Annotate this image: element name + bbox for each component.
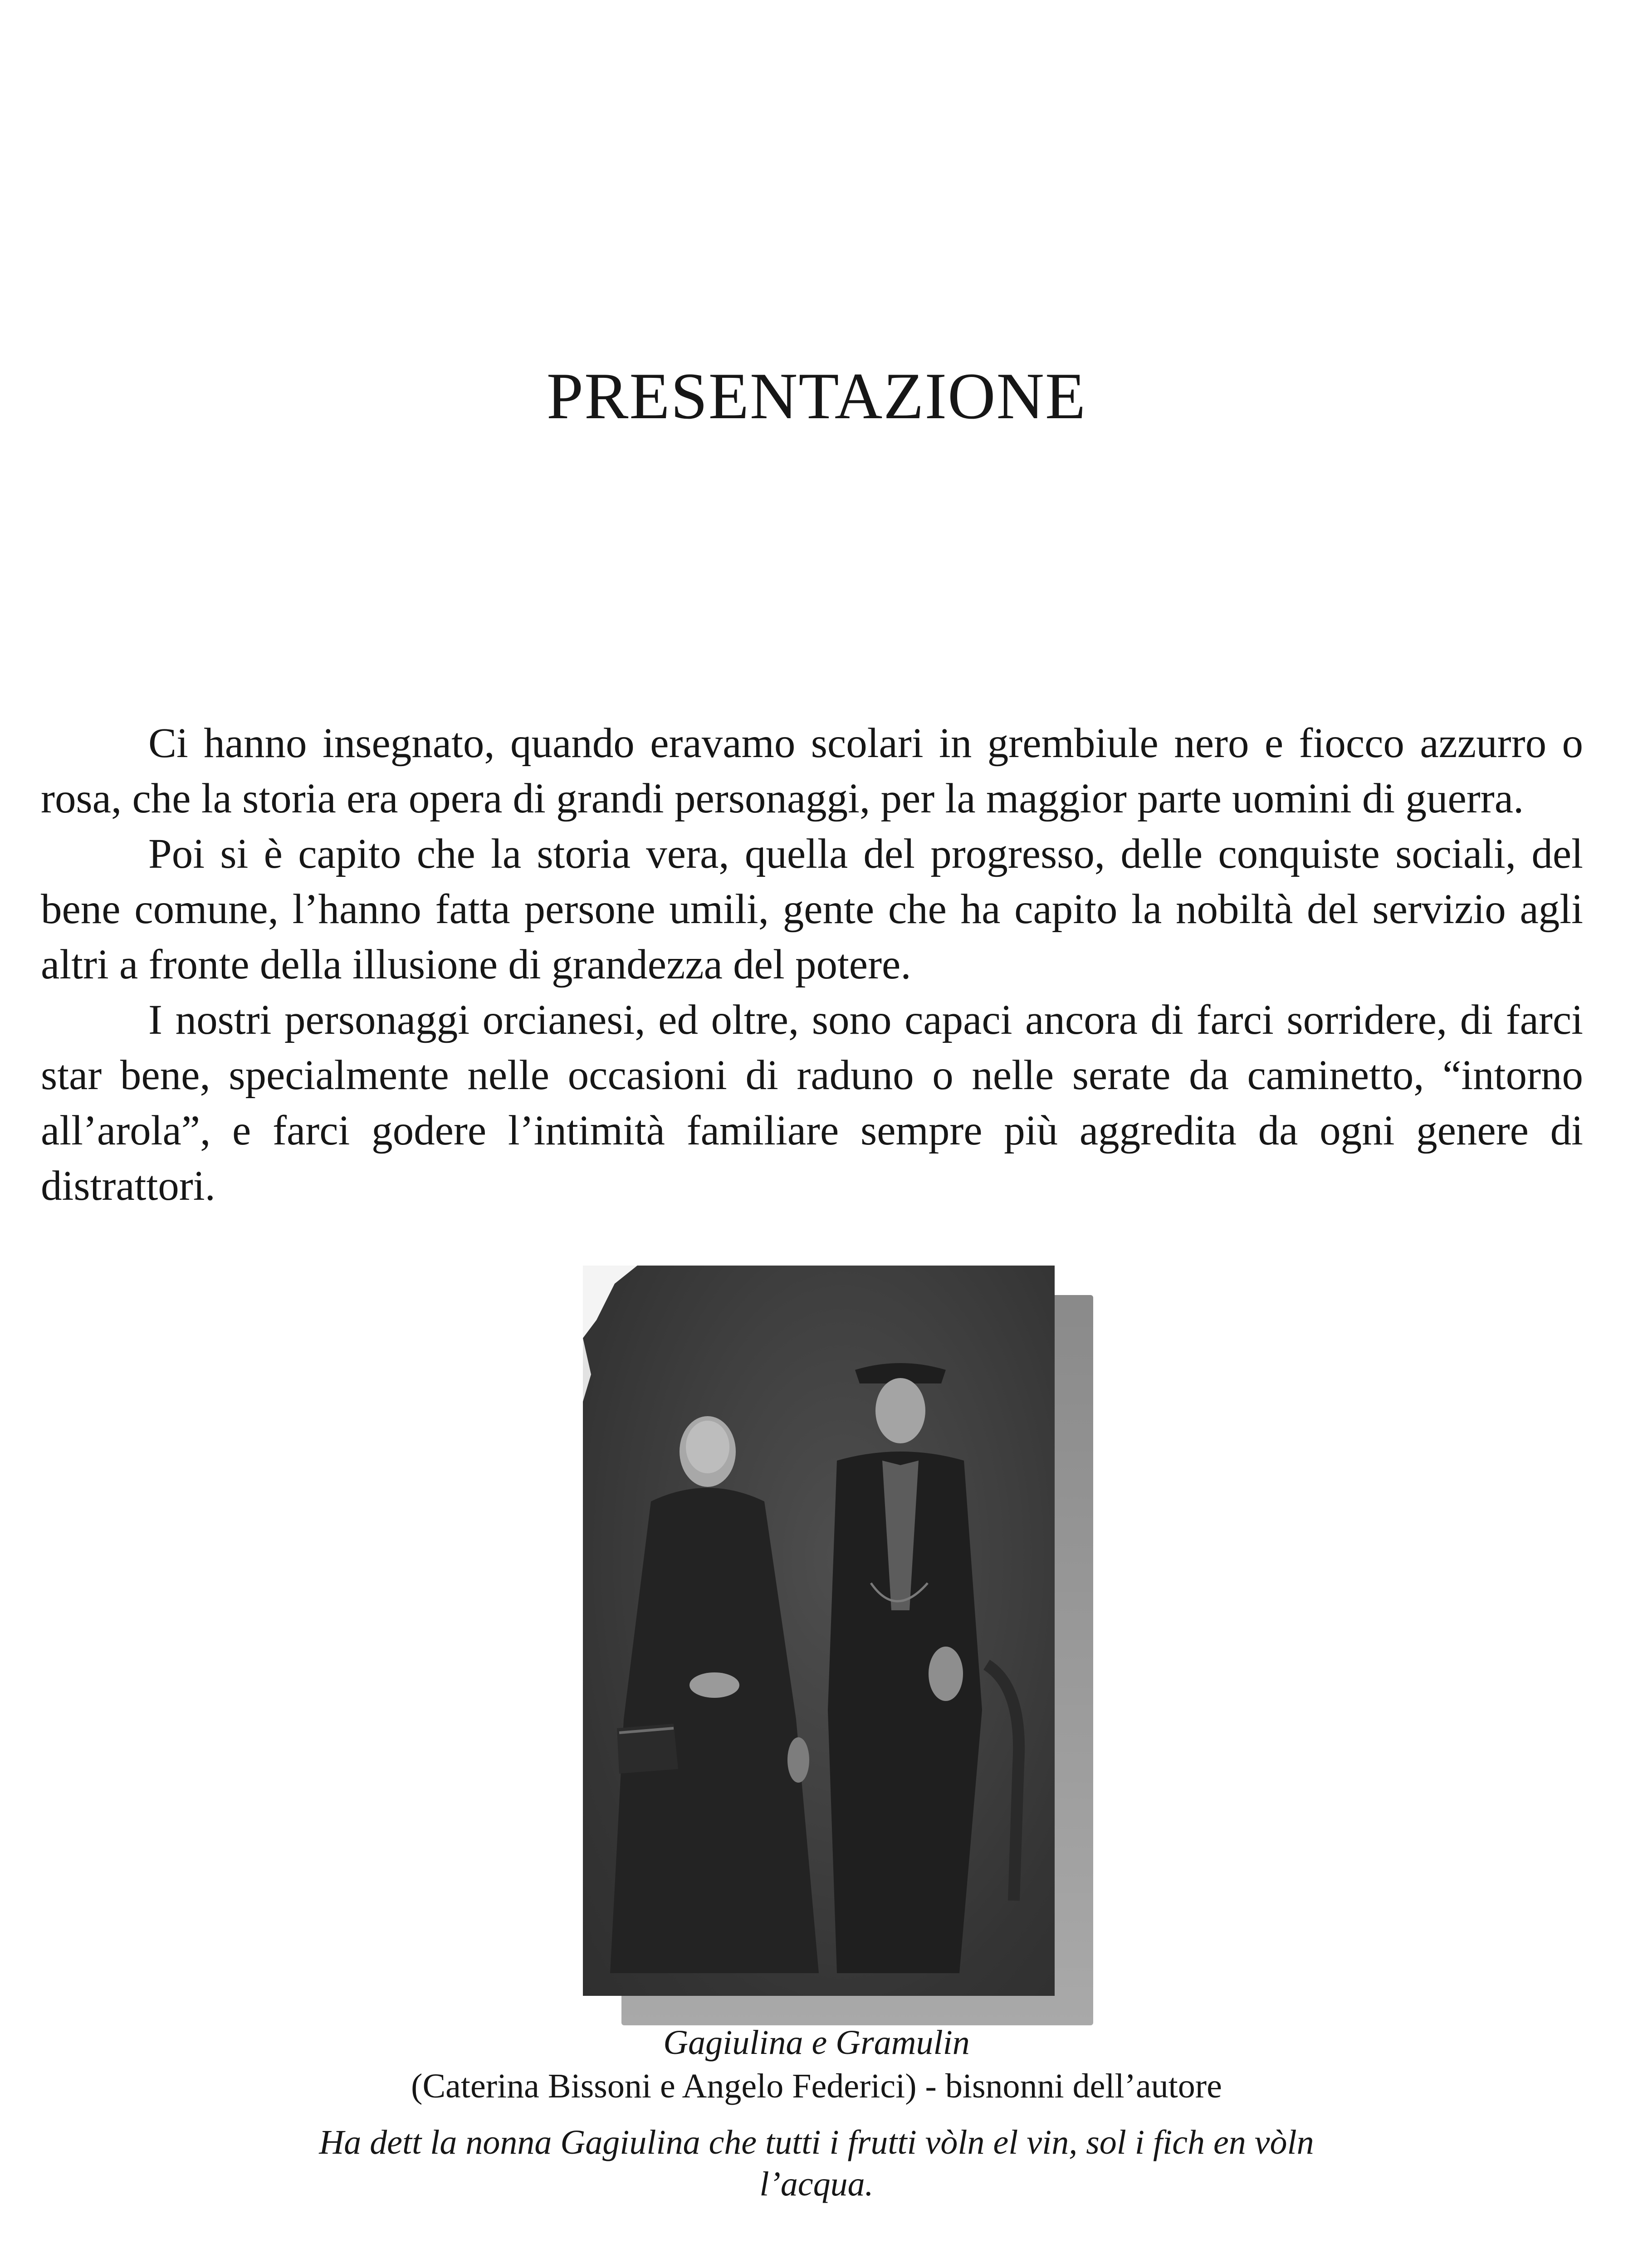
paragraph-3: I nostri personaggi orcianesi, ed oltre, sono capaci ancora di farci sorridere, di farci star bene, specialmente nelle occasioni di raduno o nelle serate da caminetto, “intorno all’arola”, e farci godere l’intimità familiare sempre più aggredita da ogni genere di distrattori.	[41, 997, 1583, 1209]
paragraph-1: Ci hanno insegnato, quando eravamo scolari in grembiule nero e fiocco azzurro o rosa, che la storia era opera di grandi personaggi, per la maggior parte uomini di guerra.	[41, 720, 1583, 822]
page-title: PRESENTAZIONE	[546, 359, 1087, 433]
body-text	[41, 716, 1583, 1214]
caption-quote: Ha dett la nonna Gagiulina che tutti i frutti vòln el vin, sol i fich en vòln l’acqua.	[319, 2123, 1314, 2203]
caption-names: Gagiulina e Gramulin	[663, 2024, 970, 2062]
old-couple-photograph	[583, 1266, 1055, 1996]
caption-identification: (Caterina Bissoni e Angelo Federici) - bisnonni dell’autore	[411, 2067, 1222, 2105]
photo-caption	[272, 2021, 1361, 2205]
old-couple-photograph-image	[583, 1266, 1055, 1996]
paragraph-2: Poi si è capito che la storia vera, quella del progresso, delle conquiste sociali, del bene comune, l’hanno fatta persone umili, gente che ha capito la nobiltà del servizio agli altri a fronte della illusione di grandezza del potere.	[41, 831, 1583, 988]
photo-figure	[583, 1266, 1066, 2009]
